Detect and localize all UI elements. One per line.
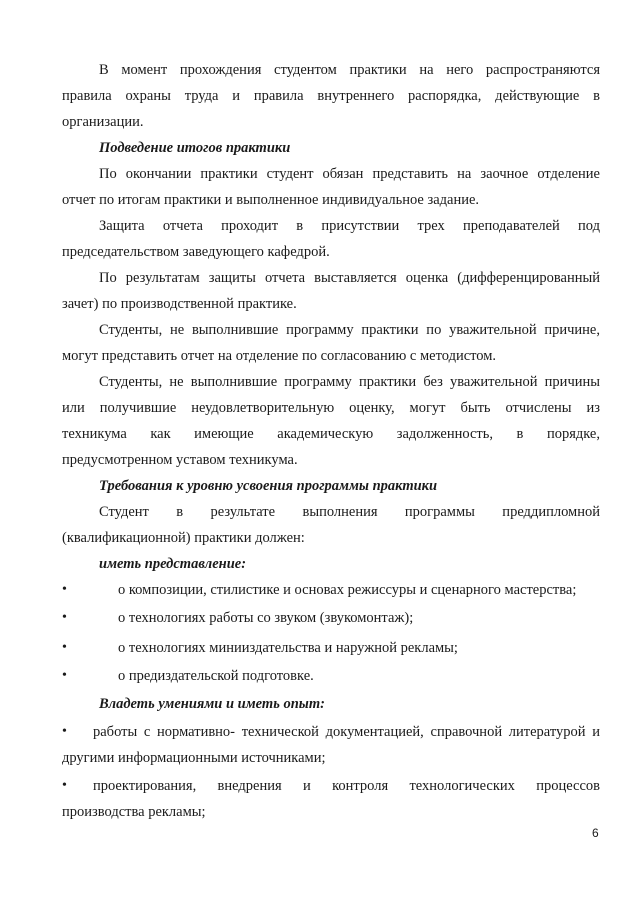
paragraph-line: правила охраны труда и правила внутреннего распорядка, действующие в	[62, 88, 600, 104]
subsection-heading: иметь представление:	[99, 556, 247, 572]
list-item-continuation: другими информационными источниками;	[62, 750, 326, 766]
paragraph-line: Студенты, не выполнившие программу практики без уважительной причины	[99, 374, 600, 390]
paragraph-line: организации.	[62, 114, 144, 130]
list-item: работы с нормативно- технической документацией, справочной литературой и	[93, 724, 600, 740]
bullet-icon: •	[62, 724, 67, 739]
section-heading: Подведение итогов практики	[99, 140, 291, 156]
paragraph-line: В момент прохождения студентом практики на него распространяются	[99, 62, 600, 78]
list-item: о технологиях работы со звуком (звукомонтаж);	[118, 610, 414, 626]
bullet-icon: •	[62, 640, 67, 655]
paragraph-line: могут представить отчет на отделение по согласованию с методистом.	[62, 348, 497, 364]
paragraph-line: (квалификационной) практики должен:	[62, 530, 305, 546]
subsection-heading: Владеть умениями и иметь опыт:	[99, 696, 325, 712]
page-number: 6	[592, 826, 599, 840]
paragraph-line: По окончании практики студент обязан представить на заочное отделение	[99, 166, 600, 182]
paragraph-line: техникума как имеющие академическую задолженность, в порядке,	[62, 426, 600, 442]
bullet-icon: •	[62, 582, 67, 597]
paragraph-line: По результатам защиты отчета выставляется оценка (дифференцированный	[99, 270, 600, 286]
paragraph-line: предусмотренном уставом техникума.	[62, 452, 298, 468]
bullet-icon: •	[62, 778, 67, 793]
paragraph-line: председательством заведующего кафедрой.	[62, 244, 330, 260]
bullet-icon: •	[62, 668, 67, 683]
paragraph-line: отчет по итогам практики и выполненное индивидуальное задание.	[62, 192, 480, 208]
list-item: о композиции, стилистике и основах режиссуры и сценарного мастерства;	[118, 582, 577, 598]
paragraph-line: или получившие неудовлетворительную оценку, могут быть отчислены из	[62, 400, 600, 416]
paragraph-line: зачет) по производственной практике.	[62, 296, 297, 312]
list-item: проектирования, внедрения и контроля технологических процессов	[93, 778, 600, 794]
paragraph-line: Студент в результате выполнения программы преддипломной	[99, 504, 600, 520]
list-item-continuation: производства рекламы;	[62, 804, 206, 820]
paragraph-line: Защита отчета проходит в присутствии трех преподавателей под	[99, 218, 600, 234]
paragraph-line: Студенты, не выполнившие программу практики по уважительной причине,	[99, 322, 600, 338]
list-item: о технологиях минииздательства и наружной рекламы;	[118, 640, 458, 656]
bullet-icon: •	[62, 610, 67, 625]
list-item: о предиздательской подготовке.	[118, 668, 314, 684]
section-heading: Требования к уровню усвоения программы практики	[99, 478, 438, 494]
